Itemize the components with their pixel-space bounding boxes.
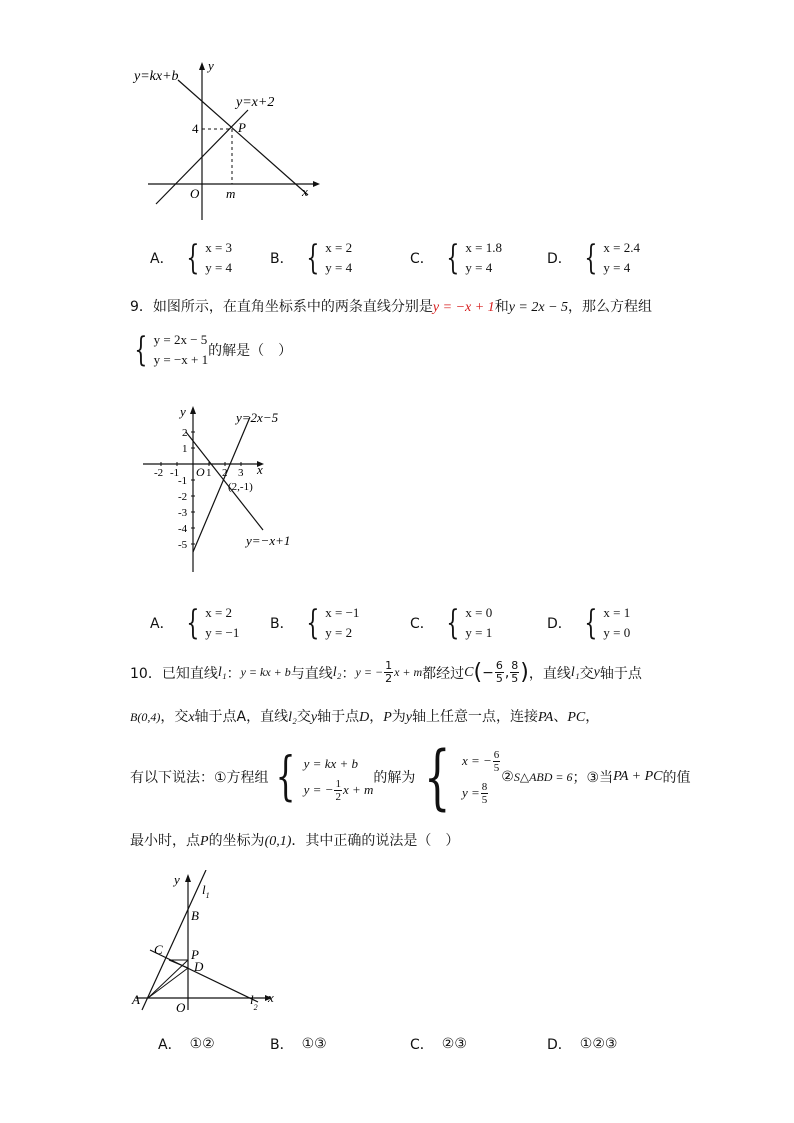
q10-line2 bbox=[130, 706, 599, 726]
option-y: y = −1 bbox=[205, 625, 240, 640]
text: 轴于点 bbox=[317, 709, 360, 725]
q8-option-b[interactable] bbox=[270, 238, 352, 278]
x-axis-label: x bbox=[257, 462, 263, 477]
option-y: y = 4 bbox=[603, 260, 631, 275]
q10-option-a[interactable] bbox=[158, 1034, 215, 1054]
option-label: C． bbox=[410, 616, 434, 632]
y-tick-label: -2 bbox=[178, 491, 188, 503]
q9-stem bbox=[130, 296, 652, 316]
brace-icon: { bbox=[275, 747, 296, 807]
q10-system bbox=[269, 747, 374, 807]
text: 的解为 bbox=[373, 770, 416, 786]
figure-q9 bbox=[138, 402, 298, 574]
q10-option-c[interactable] bbox=[410, 1034, 467, 1054]
label-line-2x-minus-5: y=2x−5 bbox=[236, 410, 279, 425]
intersection-label: (2,-1) bbox=[228, 481, 253, 493]
origin-label: O bbox=[190, 186, 200, 201]
line-l1 bbox=[142, 870, 206, 1010]
text: 交 bbox=[579, 665, 594, 682]
option-label: A． bbox=[150, 251, 174, 267]
x-tick-label: 3 bbox=[238, 467, 244, 479]
segment-cd bbox=[169, 960, 188, 968]
label-line-kx-b: y=kx+b bbox=[134, 69, 179, 84]
option-x: x = 2 bbox=[325, 240, 353, 255]
q9-suffix: ，那么方程组 bbox=[568, 299, 653, 315]
brace-icon: { bbox=[305, 238, 319, 278]
figure-q8 bbox=[128, 58, 328, 223]
q9-option-c[interactable] bbox=[410, 603, 492, 643]
q9-tail: 的解是（ ） bbox=[208, 343, 293, 359]
q9-mid: 和 bbox=[494, 299, 509, 315]
q9-eq1: y = −x + 1 bbox=[432, 300, 495, 315]
q10-solution bbox=[415, 736, 501, 818]
q10-option-d[interactable] bbox=[547, 1034, 617, 1054]
origin-label: O bbox=[176, 1000, 186, 1015]
q9-option-b[interactable] bbox=[270, 603, 359, 643]
tick-m: m bbox=[226, 186, 236, 201]
x-axis-label: x bbox=[268, 990, 274, 1005]
text: 轴于点A，直线 bbox=[194, 709, 289, 725]
y-tick-label: 1 bbox=[182, 443, 188, 455]
option-value: ①②③ bbox=[579, 1036, 618, 1052]
l2-symbol: l₂ bbox=[332, 664, 342, 680]
point-p-label: P bbox=[238, 120, 246, 135]
l1-symbol: l₁ bbox=[217, 664, 227, 680]
text: 有以下说法：①方程组 bbox=[130, 770, 269, 786]
colon: ： bbox=[226, 665, 241, 682]
label-line-neg-x-plus-1: y=−x+1 bbox=[246, 533, 291, 548]
option-x: x = 2 bbox=[205, 605, 233, 620]
option-label: A． bbox=[158, 1037, 182, 1053]
l2-eq-part: y = − bbox=[355, 665, 384, 679]
y-axis-label: y bbox=[174, 872, 180, 887]
text: 的值 bbox=[662, 770, 691, 786]
x-tick-label: -1 bbox=[170, 467, 180, 479]
l1-symbol: l₁ bbox=[570, 664, 580, 680]
text: 轴上任意一点，连接 bbox=[412, 709, 539, 725]
text: ；③当 bbox=[572, 770, 614, 786]
option-x: x = −1 bbox=[325, 605, 360, 620]
origin-label: O bbox=[196, 465, 205, 479]
q9-sys-row2: y = −x + 1 bbox=[153, 352, 209, 367]
line-l2 bbox=[150, 950, 258, 1002]
brace-icon: { bbox=[584, 603, 598, 643]
y-var: y bbox=[405, 710, 413, 725]
text: ．其中正确的说法是（ ） bbox=[291, 833, 460, 849]
brace-icon: { bbox=[424, 736, 452, 818]
l2-eq-part: x + m bbox=[394, 665, 423, 679]
brace-icon: { bbox=[305, 603, 319, 643]
fraction-sol-x: $\frac{6}{5}$ bbox=[493, 748, 500, 774]
fraction-c-y: $\frac{8}{5}$ bbox=[511, 659, 519, 685]
sys-row1: y = kx + b bbox=[303, 756, 359, 771]
fraction-half: $\frac{1}{2}$ bbox=[335, 777, 341, 803]
y-axis-arrow bbox=[199, 62, 205, 70]
text: ② bbox=[501, 769, 514, 785]
paren-right: ) bbox=[520, 660, 529, 685]
l2-symbol: l₂ bbox=[288, 710, 297, 725]
q10-line4 bbox=[130, 830, 459, 850]
option-label: D． bbox=[547, 251, 572, 267]
y-tick-label: -4 bbox=[178, 523, 188, 535]
q10-line3 bbox=[130, 736, 691, 818]
q9-system bbox=[130, 330, 292, 370]
option-label: D． bbox=[547, 616, 572, 632]
sys-row2a: y = − bbox=[303, 782, 334, 797]
y-var: y bbox=[310, 710, 318, 725]
option-x: x = 2.4 bbox=[603, 240, 641, 255]
paren-left: ( bbox=[473, 660, 483, 685]
q10-line1: 10．已知直线 l₁ ： y = kx + b 与直线 l₂ ： y = − $\frac{1}{2}$ x + m 都经过 C ( − $\frac{6}{5}$ , $\frac{8}{5}$ ) ，直线 l₁ 交 y 轴于点 bbox=[130, 659, 642, 685]
brace-icon: { bbox=[134, 330, 148, 370]
q9-option-d[interactable] bbox=[547, 603, 630, 643]
point-c-label: C bbox=[154, 942, 163, 957]
option-y: y = 4 bbox=[205, 260, 233, 275]
option-x: x = 0 bbox=[465, 605, 493, 620]
label-l2: $l_2$ bbox=[250, 992, 258, 1012]
text: ，直线 bbox=[528, 665, 571, 682]
y-axis-label: y bbox=[180, 404, 186, 419]
sol-y: y = bbox=[461, 785, 480, 800]
q10-option-b[interactable] bbox=[270, 1034, 327, 1054]
segment-pc: PC bbox=[567, 710, 586, 725]
sys-row2b: x + m bbox=[342, 782, 374, 797]
text: ， bbox=[369, 709, 384, 725]
point-p: P bbox=[200, 834, 209, 849]
sum-pa-pc: PA + PC bbox=[613, 769, 663, 784]
brace-icon: { bbox=[185, 238, 199, 278]
point-p: P bbox=[383, 710, 392, 725]
q9-option-a[interactable] bbox=[150, 603, 239, 643]
figure-q10 bbox=[128, 870, 288, 1020]
option-label: B． bbox=[270, 616, 294, 632]
x-axis-label: x bbox=[302, 184, 308, 199]
area-statement: S△ABD = 6 bbox=[513, 769, 573, 784]
option-value: ①② bbox=[189, 1036, 215, 1052]
x-tick-label: 2 bbox=[222, 467, 228, 479]
x-tick-label: -2 bbox=[154, 467, 164, 479]
text: 轴于点 bbox=[599, 665, 642, 682]
option-x: x = 3 bbox=[205, 240, 233, 255]
point-c: C bbox=[464, 664, 474, 680]
text: 最小时，点 bbox=[130, 833, 200, 849]
coord-p: (0,1) bbox=[264, 834, 292, 849]
option-value: ①③ bbox=[301, 1036, 327, 1052]
tick-4: 4 bbox=[192, 121, 199, 136]
brace-icon: { bbox=[584, 238, 598, 278]
option-y: y = 0 bbox=[603, 625, 631, 640]
q9-prefix: 9．如图所示，在直角坐标系中的两条直线分别是 bbox=[130, 299, 433, 315]
label-l1: $l_1$ bbox=[202, 882, 210, 900]
y-axis-arrow bbox=[185, 874, 191, 882]
option-y: y = 4 bbox=[465, 260, 493, 275]
option-y: y = 1 bbox=[465, 625, 493, 640]
colon: ： bbox=[341, 665, 356, 682]
point-b: B(0,4) bbox=[130, 710, 161, 724]
option-y: y = 2 bbox=[325, 625, 353, 640]
fraction-c-x: $\frac{6}{5}$ bbox=[495, 659, 503, 685]
x-axis-arrow bbox=[313, 181, 320, 187]
option-label: C． bbox=[410, 1037, 434, 1053]
brace-icon: { bbox=[446, 603, 460, 643]
q8-option-d[interactable] bbox=[547, 238, 640, 278]
option-x: x = 1 bbox=[603, 605, 631, 620]
option-y: y = 4 bbox=[325, 260, 353, 275]
text: 、 bbox=[553, 709, 568, 725]
y-tick-label: -5 bbox=[178, 539, 188, 551]
option-label: B． bbox=[270, 1037, 294, 1053]
c-x-sign: − bbox=[482, 664, 494, 681]
text: ，交 bbox=[160, 709, 189, 725]
option-label: B． bbox=[270, 251, 294, 267]
text: 的坐标为 bbox=[208, 833, 265, 849]
text: ， bbox=[585, 709, 600, 725]
x-var: x bbox=[188, 710, 195, 725]
q8-option-a[interactable] bbox=[150, 238, 232, 278]
segment-pa: PA bbox=[538, 710, 554, 725]
point-d: D bbox=[359, 710, 370, 725]
option-x: x = 1.8 bbox=[465, 240, 503, 255]
option-label: C． bbox=[410, 251, 434, 267]
y-axis-label: y bbox=[208, 58, 214, 73]
brace-icon: { bbox=[185, 603, 199, 643]
point-p-label: P bbox=[191, 947, 199, 962]
option-label: A． bbox=[150, 616, 174, 632]
y-tick-label: -1 bbox=[178, 475, 188, 487]
brace-icon: { bbox=[446, 238, 460, 278]
q8-option-c[interactable] bbox=[410, 238, 502, 278]
l1-equation: y = kx + b bbox=[240, 665, 291, 679]
q10-prefix: 10．已知直线 bbox=[130, 665, 218, 682]
q9-eq2: y = 2x − 5 bbox=[508, 300, 569, 315]
text: 为 bbox=[391, 709, 406, 725]
x-tick-label: 1 bbox=[206, 467, 212, 479]
option-value: ②③ bbox=[441, 1036, 467, 1052]
option-label: D． bbox=[547, 1037, 572, 1053]
pass-through: 都经过 bbox=[422, 665, 465, 682]
point-a-label: A bbox=[132, 992, 140, 1007]
sol-x: x = − bbox=[461, 753, 492, 768]
conj-with: 与直线 bbox=[290, 665, 333, 682]
y-axis-arrow bbox=[190, 406, 196, 414]
y-var: y bbox=[593, 664, 600, 680]
y-tick-label: -3 bbox=[178, 507, 188, 519]
point-d-label: D bbox=[194, 959, 204, 974]
point-b-label: B bbox=[191, 908, 199, 923]
fraction-sol-y: $\frac{8}{5}$ bbox=[481, 780, 488, 806]
y-tick-label: 2 bbox=[182, 427, 188, 439]
q9-sys-row1: y = 2x − 5 bbox=[153, 332, 208, 347]
label-line-x-plus-2: y=x+2 bbox=[236, 95, 275, 110]
text: 交 bbox=[296, 709, 311, 725]
fraction-half: $\frac{1}{2}$ bbox=[385, 659, 393, 685]
